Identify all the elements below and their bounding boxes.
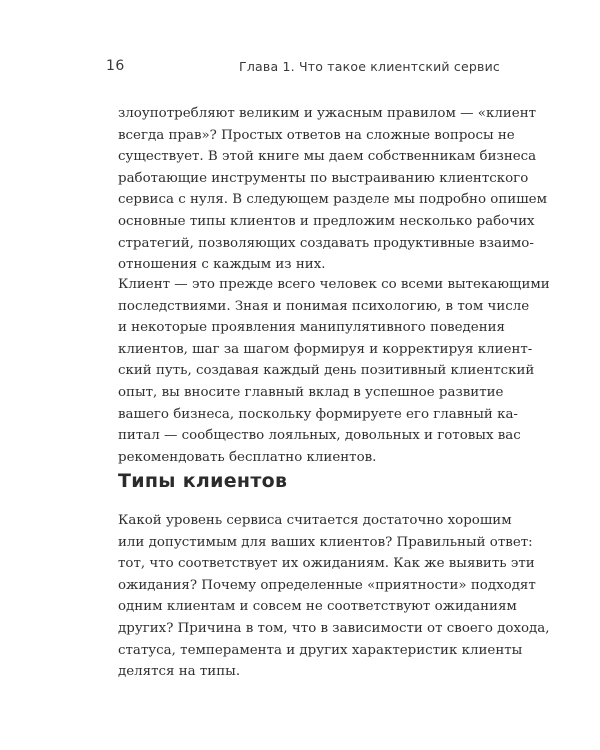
text-line: работающие инструменты по выстраиванию клиентского bbox=[118, 170, 529, 186]
text-line: ский путь, создавая каждый день позитивный клиентский bbox=[118, 363, 535, 379]
text-line: клиентов, шаг за шагом формируя и корректируя клиент- bbox=[118, 341, 533, 357]
page-number: 16 bbox=[106, 58, 125, 74]
text-line: делятся на типы. bbox=[118, 664, 241, 680]
running-head bbox=[106, 58, 500, 78]
text-line: отношения с каждым из них. bbox=[118, 257, 326, 273]
text-line: сервиса с нуля. В следующем разделе мы подробно опишем bbox=[118, 192, 547, 208]
paragraph-1 bbox=[118, 103, 547, 276]
text-line: статуса, темперамента и других характеристик клиенты bbox=[118, 642, 523, 658]
paragraph-3 bbox=[118, 510, 550, 683]
text-line: вашего бизнеса, поскольку формируете его главный ка- bbox=[118, 406, 518, 422]
text-line: одним клиентам и совсем не соответствуют ожиданиям bbox=[118, 599, 517, 615]
text-line: других? Причина в том, что в зависимости от своего дохода, bbox=[118, 620, 550, 636]
chapter-title: Глава 1. Что такое клиентский сервис bbox=[239, 59, 500, 74]
text-line: основные типы клиентов и предложим несколько рабочих bbox=[118, 213, 535, 229]
text-line: всегда прав»? Простых ответов на сложные вопросы не bbox=[118, 127, 515, 143]
text-line: питал — сообщество лояльных, довольных и готовых вас bbox=[118, 428, 521, 444]
text-line: стратегий, позволяющих создавать продуктивные взаимо- bbox=[118, 235, 534, 251]
text-line: последствиями. Зная и понимая психологию, в том числе bbox=[118, 298, 530, 314]
text-line: или допустимым для ваших клиентов? Правильный ответ: bbox=[118, 534, 533, 550]
text-line: существует. В этой книге мы даем собственникам бизнеса bbox=[118, 149, 537, 165]
text-line: ожидания? Почему определенные «приятности» подходят bbox=[118, 577, 536, 593]
text-line: злоупотребляют великим и ужасным правилом — «клиент bbox=[118, 106, 537, 121]
text-line: рекомендовать бесплатно клиентов. bbox=[118, 449, 377, 465]
section-heading: Типы клиентов bbox=[118, 470, 288, 492]
text-line: опыт, вы вносите главный вклад в успешное развитие bbox=[118, 384, 504, 400]
text-line: тот, что соответствует их ожиданиям. Как же выявить эти bbox=[118, 556, 535, 572]
text-line: и некоторые проявления манипулятивного поведения bbox=[118, 320, 505, 336]
text-line: Какой уровень сервиса считается достаточно хорошим bbox=[118, 513, 512, 528]
paragraph-2 bbox=[118, 274, 550, 468]
text-line: Клиент — это прежде всего человек со всеми вытекающими bbox=[118, 277, 550, 292]
